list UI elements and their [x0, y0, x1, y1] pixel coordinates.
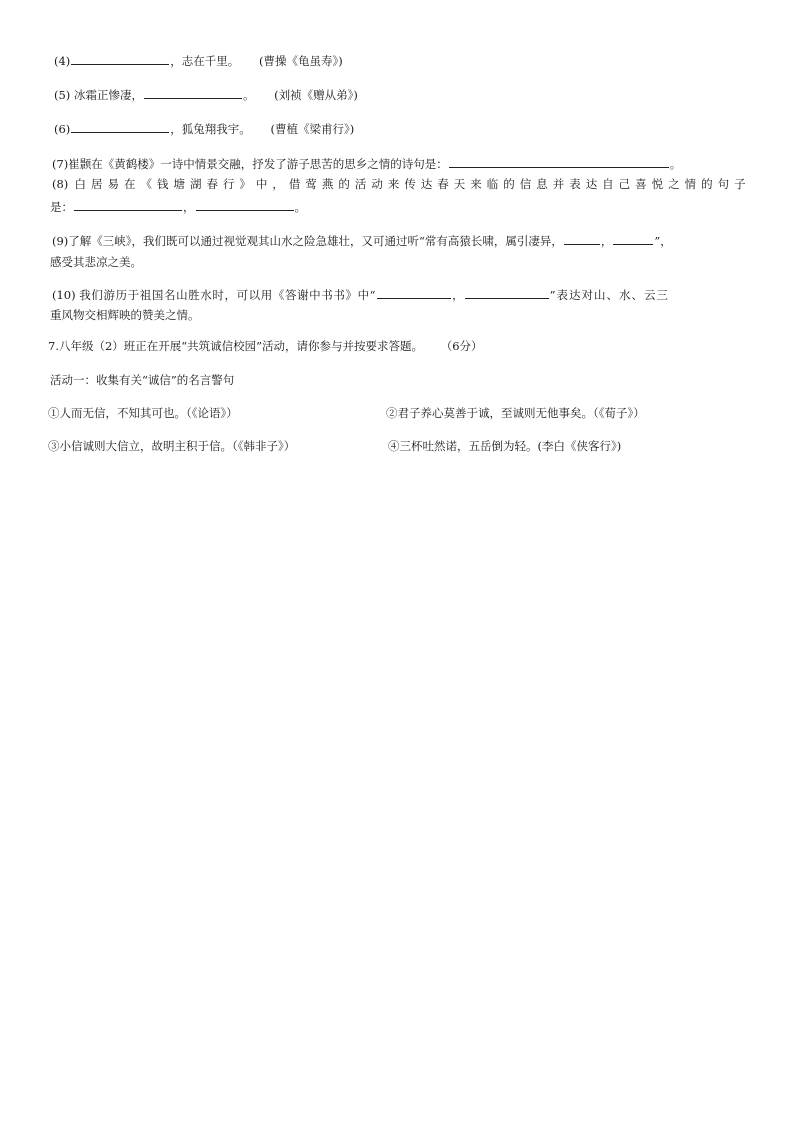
question-4	[54, 52, 343, 69]
question-text: 感受其悲凉之美。	[50, 255, 142, 269]
quote-text: 人而无信，不知其可也。（《论语》）	[59, 406, 238, 420]
question-text: 重风物交相辉映的赞美之情。	[50, 308, 200, 322]
quote-3	[48, 438, 295, 454]
question-comma: ，	[452, 288, 464, 302]
question-text: ，狐兔翔我宇。	[170, 122, 251, 136]
question-7	[52, 155, 681, 172]
question-6	[54, 120, 354, 137]
question-text: 了解《三峡》，我们既可以通过视觉观其山水之险急雄壮，又可通过听“常有高猿长啸，属引凄异，	[68, 234, 563, 248]
quote-marker: ④	[388, 439, 400, 453]
question-text: 崔颢在《黄鹤楼》一诗中情景交融，抒发了游子思苦的思乡之情的诗句是：	[68, 157, 448, 171]
answer-blank[interactable]	[71, 52, 169, 65]
answer-blank[interactable]	[564, 232, 600, 245]
question-number: (9)	[52, 234, 69, 248]
answer-blank[interactable]	[71, 120, 169, 133]
question-text: 冰霜正惨凄，	[73, 88, 143, 102]
question-end: 。	[294, 200, 306, 214]
quote-text: 君子养心莫善于诚，至诚则无他事矣。（《荀子》）	[397, 406, 645, 420]
question-8-line2	[50, 198, 306, 215]
source-citation: (曹操《龟虽寿》)	[258, 54, 343, 68]
question-text: 我们游历于祖国名山胜水时，可以用《答谢中书书》中“	[79, 288, 377, 302]
question-tail: ”表达对山、水、云三	[549, 288, 670, 302]
question-text: 是：	[50, 200, 73, 214]
activity-1-heading	[50, 372, 234, 388]
question-number: (5)	[54, 88, 71, 102]
question-9	[52, 232, 672, 249]
question-9-line2	[50, 254, 142, 270]
question-text: ，志在千里。	[170, 54, 240, 68]
question-close: ”，	[654, 234, 672, 248]
section-title: 7.八年级（2）班正在开展“共筑诚信校园”活动，请你参与并按要求答题。	[48, 339, 424, 353]
question-10-line2	[50, 307, 200, 323]
source-citation: (刘祯《赠从弟》)	[274, 88, 358, 102]
question-8	[52, 176, 748, 192]
answer-blank[interactable]	[449, 155, 669, 168]
question-number: (4)	[54, 54, 71, 68]
question-10	[52, 286, 669, 303]
answer-blank[interactable]	[74, 198, 182, 211]
question-end: 。	[669, 157, 682, 171]
quote-text: 三杯吐然诺，五岳倒为轻。(李白《侠客行》)	[399, 439, 622, 453]
quote-marker: ②	[386, 406, 398, 420]
quote-4	[388, 438, 621, 454]
question-comma: ，	[600, 234, 613, 248]
question-number: (10)	[52, 288, 76, 302]
activity-title: 活动一：收集有关“诚信”的名言警句	[50, 373, 235, 387]
quote-marker: ③	[48, 439, 60, 453]
question-number: (7)	[52, 157, 69, 171]
answer-blank[interactable]	[144, 86, 242, 99]
answer-blank[interactable]	[613, 232, 653, 245]
question-5	[54, 86, 358, 103]
section-score: （6分）	[440, 339, 483, 353]
question-text: 白居易在《钱塘湖春行》中，借莺燕的活动来传达春天来临的信息并表达自己喜悦之情的句子	[74, 177, 748, 191]
quote-marker: ①	[48, 406, 60, 420]
question-number: (8)	[52, 177, 69, 191]
source-citation: (曹植《梁甫行》)	[270, 122, 355, 136]
question-comma: ，	[183, 200, 195, 214]
quote-text: 小信诚则大信立，故明主积于信。（《韩非子》）	[59, 439, 296, 453]
question-end: 。	[242, 88, 255, 102]
answer-blank[interactable]	[465, 286, 549, 299]
quote-2	[386, 405, 645, 421]
section-7-title	[48, 338, 483, 354]
quote-1	[48, 405, 238, 421]
answer-blank[interactable]	[377, 286, 451, 299]
question-number: (6)	[54, 122, 71, 136]
answer-blank[interactable]	[196, 198, 294, 211]
